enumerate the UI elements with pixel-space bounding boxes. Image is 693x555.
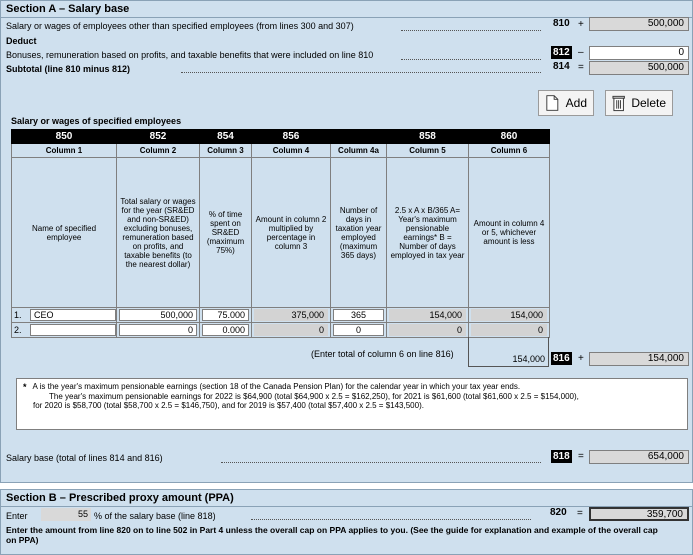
section-b	[0, 489, 693, 555]
column5-field: 154,000	[389, 309, 466, 321]
add-button-label: Add	[565, 96, 587, 110]
code-850: 850	[12, 130, 117, 144]
line812-number: 812	[553, 47, 570, 58]
code-854: 854	[200, 130, 252, 144]
percent-field: 55	[41, 508, 91, 521]
salary-base-label: Salary base (total of lines 814 and 816)	[6, 453, 163, 463]
line810-operator: +	[578, 19, 584, 30]
line816-operator: +	[578, 353, 584, 364]
table-caption: Salary or wages of specified employees	[11, 116, 182, 126]
section-b-instruction: Enter the amount from line 820 on to line 502 in Part 4 unless the overall cap on PPA applies to you. (See the guide for explanation and example of the overall cap on PPA)	[6, 525, 658, 545]
table-row	[12, 308, 550, 323]
column-header: Column 2	[117, 144, 200, 158]
total-note: (Enter total of column 6 on line 816)	[311, 349, 454, 359]
row-number: 1.	[14, 310, 22, 320]
column5-field: 0	[389, 324, 466, 336]
column-header: Column 6	[469, 144, 550, 158]
line814-number: 814	[553, 61, 570, 72]
line814-field: 500,000	[589, 61, 689, 75]
line816-field: 154,000	[589, 352, 689, 366]
line814-operator: =	[578, 62, 584, 73]
footnote-line: A is the year's maximum pensionable earnings (section 18 of the Canada Pension Plan) for the calendar year in which your tax year ends.	[32, 382, 521, 391]
employee-name-input[interactable]: CEO	[30, 309, 116, 321]
employee-name-cell	[12, 323, 117, 338]
column-description: Name of specified employee	[12, 158, 117, 308]
leader-dots	[221, 462, 541, 463]
salary-input[interactable]: 500,000	[119, 309, 197, 321]
salary-input[interactable]: 0	[119, 324, 197, 336]
days-input[interactable]: 0	[333, 324, 384, 336]
days-input[interactable]: 365	[333, 309, 384, 321]
column-description: Number of days in taxation year employed (maximum 365 days)	[331, 158, 387, 308]
percent-input[interactable]: 0.000	[202, 324, 249, 336]
line818-operator: =	[578, 451, 584, 462]
code-row	[12, 130, 550, 144]
footnote-box	[16, 378, 688, 430]
specified-employees-table	[11, 129, 550, 338]
column-header: Column 4a	[331, 144, 387, 158]
column-description: Amount in column 4 or 5, whichever amount is less	[469, 158, 550, 308]
line818-number: 818	[553, 451, 570, 462]
line812-input[interactable]: 0	[589, 46, 689, 60]
column-description: 2.5 x A x B/365 A= Year's maximum pensionable earnings* B = Number of days employed in tax year	[387, 158, 469, 308]
code-852: 852	[117, 130, 200, 144]
amount-field: 0	[254, 324, 328, 336]
line820-operator: =	[577, 508, 583, 519]
leader-dots	[251, 519, 531, 520]
column6-field: 0	[471, 324, 547, 336]
employee-name-cell	[12, 308, 117, 323]
add-document-icon	[545, 94, 560, 112]
column-description-row	[12, 158, 550, 308]
delete-button-label: Delete	[631, 96, 666, 110]
column-header: Column 5	[387, 144, 469, 158]
column-header: Column 3	[200, 144, 252, 158]
column-description: Total salary or wages for the year (SR&ED and non-SR&ED) excluding bonuses, remuneration based on profits, and taxable benefits (to the nearest dollar)	[117, 158, 200, 308]
add-button[interactable]	[538, 90, 594, 116]
leader-dots	[181, 72, 541, 73]
delete-button[interactable]	[605, 90, 673, 116]
code-856: 856	[252, 130, 331, 144]
code-blank	[331, 130, 387, 144]
line820-number: 820	[550, 507, 567, 518]
section-a-title: Section A – Salary base	[6, 3, 130, 15]
table-row	[12, 323, 550, 338]
leader-dots	[401, 30, 541, 31]
leader-dots	[401, 59, 541, 60]
column-description: % of time spent on SR&ED (maximum 75%)	[200, 158, 252, 308]
line810-number: 810	[553, 18, 570, 29]
total-column6-value: 154,000	[512, 354, 545, 364]
line812-label: Bonuses, remuneration based on profits, and taxable benefits that were included on line 810	[6, 50, 374, 60]
line812-operator: –	[578, 47, 584, 58]
employee-name-input[interactable]	[30, 324, 116, 336]
column-header: Column 1	[12, 144, 117, 158]
row-number: 2.	[14, 325, 22, 335]
subtotal-label: Subtotal (line 810 minus 812)	[6, 64, 131, 74]
trash-icon	[612, 94, 625, 112]
total-column6-box	[468, 337, 549, 367]
footnote-line: for 2020 is $58,700 (total $58,700 x 2.5 = $146,750), and for 2019 is $57,400 (total $57,400 x 2.5 = $143,500).	[33, 401, 424, 410]
line810-label: Salary or wages of employees other than specified employees (from lines 300 and 307)	[6, 21, 354, 31]
code-858: 858	[387, 130, 469, 144]
percent-input[interactable]: 75.000	[202, 309, 249, 321]
column-description: Amount in column 2 multiplied by percentage in column 3	[252, 158, 331, 308]
line820-field: 359,700	[589, 507, 689, 521]
column-header: Column 4	[252, 144, 331, 158]
line810-field[interactable]: 500,000	[589, 17, 689, 31]
footnote-line: The year's maximum pensionable earnings for 2022 is $64,900 (total $64,900 x 2.5 = $162,250), for 2021 is $61,600 (total $61,600 x 2.5 = $154,000),	[49, 392, 579, 401]
line818-field: 654,000	[589, 450, 689, 464]
deduct-label: Deduct	[6, 36, 37, 46]
percent-label: % of the salary base (line 818)	[94, 511, 216, 521]
column6-field: 154,000	[471, 309, 547, 321]
column-header-row	[12, 144, 550, 158]
code-860: 860	[469, 130, 550, 144]
amount-field: 375,000	[254, 309, 328, 321]
line816-number: 816	[553, 353, 570, 364]
footnote-star: *	[23, 382, 27, 392]
enter-label: Enter	[6, 511, 28, 521]
section-b-title: Section B – Prescribed proxy amount (PPA)	[6, 492, 234, 504]
